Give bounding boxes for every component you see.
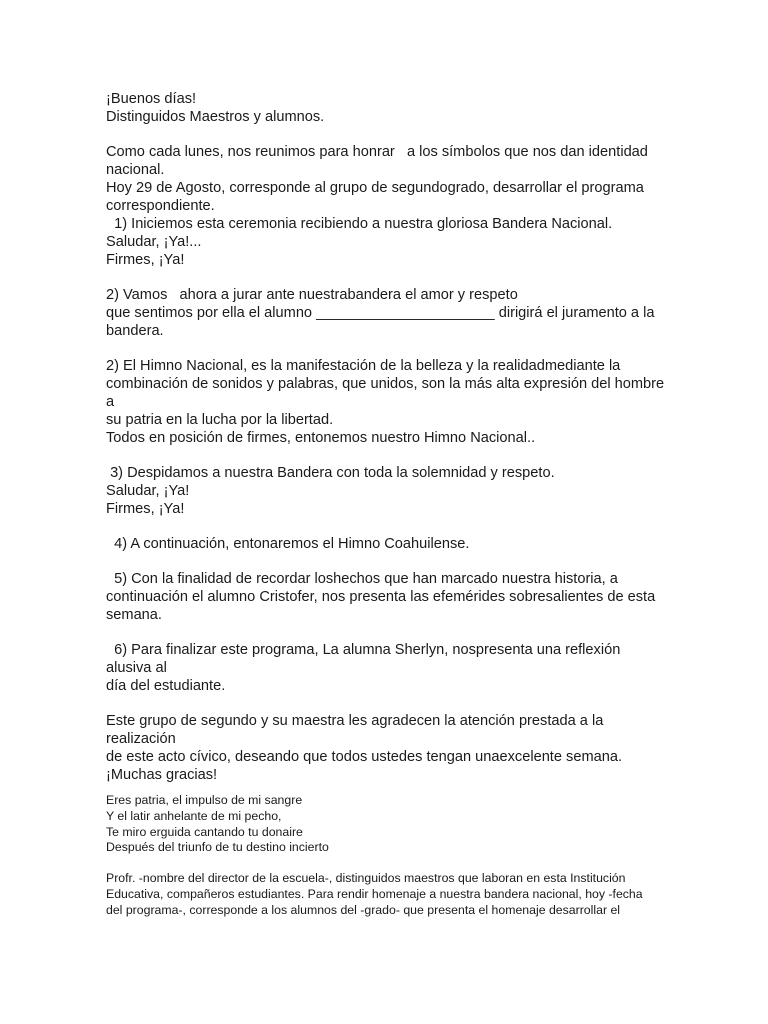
closing-line: de este acto cívico, deseando que todos ustedes tengan unaexcelente semana.	[106, 749, 623, 765]
closing-line: ¡Muchas gracias!	[106, 767, 218, 783]
poem-line: Y el latir anhelante de mi pecho,	[106, 808, 282, 823]
step-3-line: Saludar, ¡Ya!	[106, 483, 190, 499]
poem-line: Te miro erguida cantando tu donaire	[106, 824, 303, 839]
intro-line: nacional.	[106, 162, 165, 178]
step-3-line: 3) Despidamos a nuestra Bandera con toda la solemnidad y respeto.	[106, 465, 555, 481]
ceremony-program-text	[106, 90, 669, 784]
step-1-line: 1) Iniciemos esta ceremonia recibiendo a nuestra gloriosa Bandera Nacional.	[106, 216, 613, 232]
step-2-anthem-line: combinación de sonidos y palabras, que unidos, son la más alta expresión del hombre a	[106, 376, 669, 410]
step-4-line: 4) A continuación, entonaremos el Himno Coahuilense.	[106, 536, 470, 552]
intro-line: Como cada lunes, nos reunimos para honrar a los símbolos que nos dan identidad	[106, 144, 648, 160]
poem-and-note-text	[106, 793, 666, 919]
step-5-line: semana.	[106, 607, 162, 623]
address-line: Distinguidos Maestros y alumnos.	[106, 109, 325, 125]
poem-line: Después del triunfo de tu destino incierto	[106, 840, 329, 855]
step-6-line: 6) Para finalizar este programa, La alumna Sherlyn, nospresenta una reflexión alusiva al	[106, 642, 625, 676]
closing-line: Este grupo de segundo y su maestra les agradecen la atención prestada a la realización	[106, 713, 608, 747]
step-2-oath-line: 2) Vamos ahora a jurar ante nuestrabandera el amor y respeto	[106, 287, 518, 303]
step-2-anthem-line: su patria en la lucha por la libertad.	[106, 412, 334, 428]
intro-line: correspondiente.	[106, 198, 215, 214]
note-line: Profr. -nombre del director de la escuela-, distinguidos maestros que laboran en esta Institución	[106, 871, 626, 886]
step-6-line: día del estudiante.	[106, 678, 226, 694]
step-1-line: Saludar, ¡Ya!...	[106, 234, 202, 250]
step-2-anthem-line: Todos en posición de firmes, entonemos nuestro Himno Nacional..	[106, 430, 536, 446]
step-3-line: Firmes, ¡Ya!	[106, 501, 185, 517]
step-2-oath-line: que sentimos por ella el alumno ______________________ dirigirá el juramento a la	[106, 305, 655, 321]
step-5-line: continuación el alumno Cristofer, nos presenta las efemérides sobresalientes de esta	[106, 589, 656, 605]
step-2-anthem-line: 2) El Himno Nacional, es la manifestación de la belleza y la realidadmediante la	[106, 358, 621, 374]
poem-line: Eres patria, el impulso de mi sangre	[106, 793, 303, 807]
step-1-line: Firmes, ¡Ya!	[106, 252, 185, 268]
note-line: Educativa, compañeros estudiantes. Para rendir homenaje a nuestra bandera nacional, hoy -fecha	[106, 886, 643, 901]
note-line: del programa-, corresponde a los alumnos del -grado- que presenta el homenaje desarrollar el	[106, 902, 621, 917]
step-2-oath-line: bandera.	[106, 323, 164, 339]
greeting-line: ¡Buenos días!	[106, 91, 197, 107]
intro-line: Hoy 29 de Agosto, corresponde al grupo de segundogrado, desarrollar el programa	[106, 180, 644, 196]
step-5-line: 5) Con la finalidad de recordar loshechos que han marcado nuestra historia, a	[106, 571, 618, 587]
